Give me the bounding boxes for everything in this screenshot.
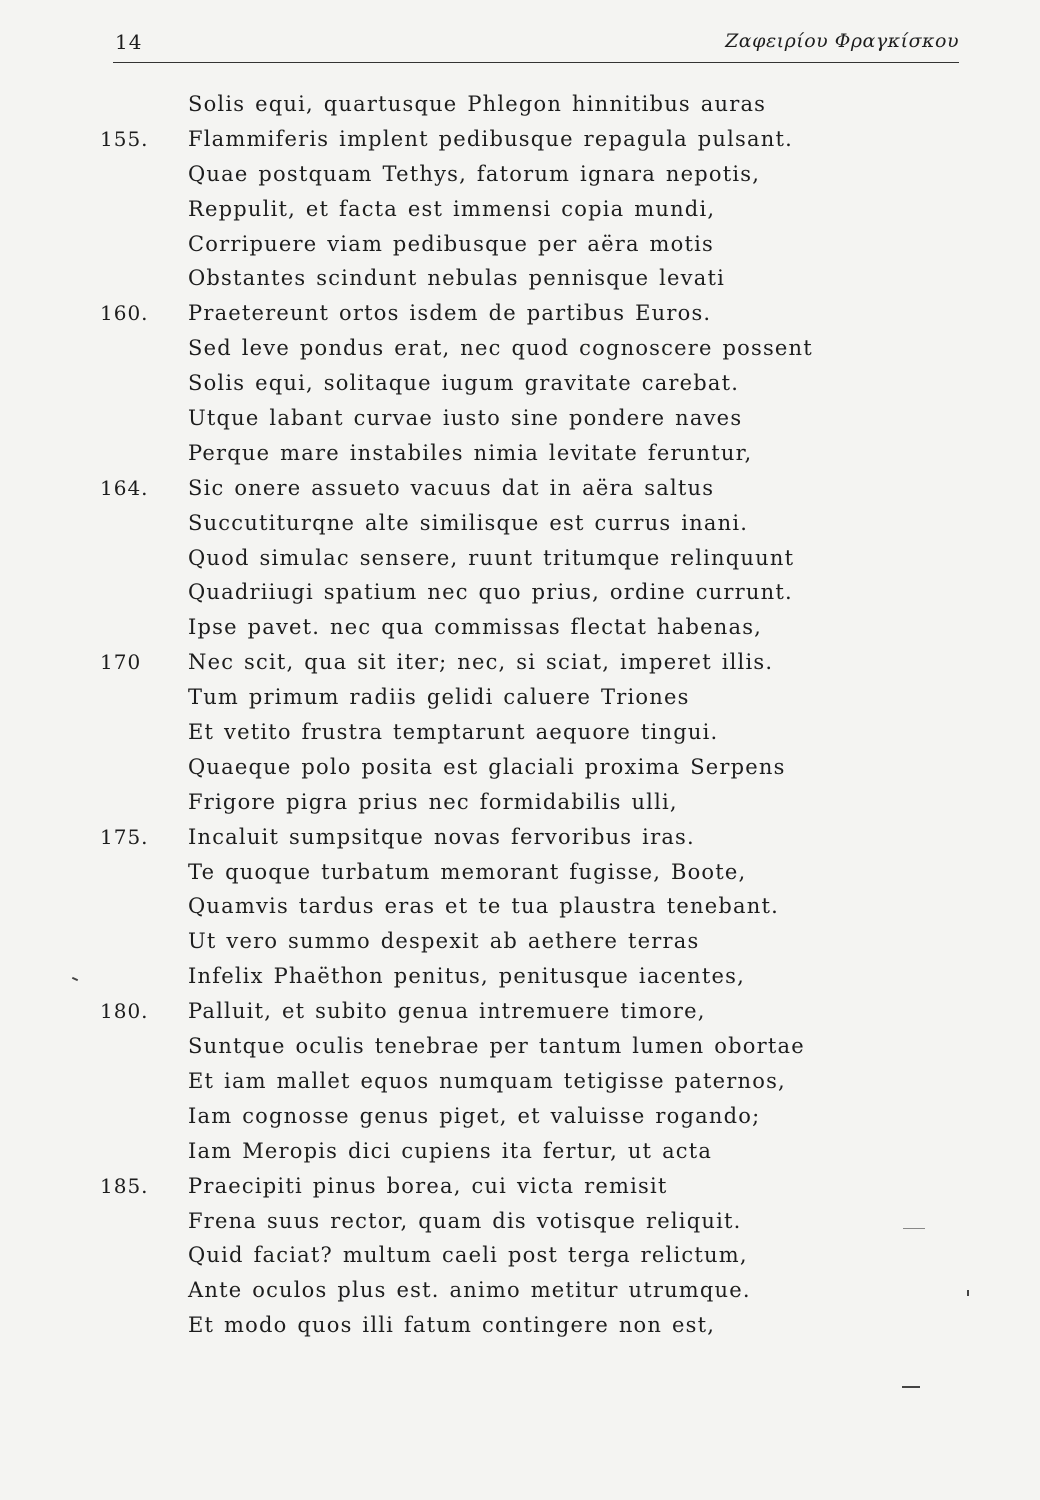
verse-text: Perque mare instabiles nimia levitate feruntur, bbox=[188, 440, 753, 465]
verse-text: Sed leve pondus erat, nec quod cognoscere possent bbox=[188, 336, 813, 361]
verse-line bbox=[100, 610, 900, 645]
verse-text: Praecipiti pinus borea, cui victa remisit bbox=[188, 1173, 668, 1198]
verse-text: Frigore pigra prius nec formidabilis ulli, bbox=[188, 789, 678, 814]
stray-mark bbox=[902, 1386, 920, 1388]
verse-text: Quamvis tardus eras et te tua plaustra tenebant. bbox=[188, 894, 779, 919]
verse-text: Reppulit, et facta est immensi copia mundi, bbox=[188, 196, 716, 221]
running-head: Ζαφειρίου Φραγκίσκου bbox=[725, 30, 959, 52]
verse-line bbox=[100, 680, 900, 715]
verse-line bbox=[100, 1273, 900, 1308]
verse-line bbox=[100, 959, 900, 994]
verse-line bbox=[100, 820, 900, 855]
verse-block bbox=[100, 87, 900, 1343]
verse-text: Succutiturqne alte similisque est currus inani. bbox=[188, 510, 749, 535]
verse-text: Iam Meropis dici cupiens ita fertur, ut acta bbox=[188, 1138, 713, 1163]
verse-number: 185. bbox=[100, 1173, 149, 1198]
verse-number: 155. bbox=[100, 126, 149, 151]
verse-line bbox=[100, 1238, 900, 1273]
verse-number: 170 bbox=[100, 650, 142, 675]
verse-text: Praetereunt ortos isdem de partibus Euros. bbox=[188, 301, 712, 326]
verse-line bbox=[100, 750, 900, 785]
verse-line bbox=[100, 331, 900, 366]
verse-text: Et modo quos illi fatum contingere non est, bbox=[188, 1313, 716, 1338]
verse-text: Incaluit sumpsitque novas fervoribus iras. bbox=[188, 824, 695, 849]
verse-text: Obstantes scindunt nebulas pennisque levati bbox=[188, 266, 726, 291]
verse-text: Flammiferis implent pedibusque repagula pulsant. bbox=[188, 126, 793, 151]
verse-line bbox=[100, 1169, 900, 1204]
verse-line bbox=[100, 1099, 900, 1134]
verse-line bbox=[100, 645, 900, 680]
verse-text: Infelix Phaëthon penitus, penitusque iacentes, bbox=[188, 964, 745, 989]
verse-line bbox=[100, 715, 900, 750]
verse-line bbox=[100, 296, 900, 331]
verse-line bbox=[100, 436, 900, 471]
verse-text: Utque labant curvae iusto sine pondere naves bbox=[188, 406, 743, 431]
verse-text: Solis equi, quartusque Phlegon hinnitibus auras bbox=[188, 92, 767, 116]
verse-text: Solis equi, solitaque iugum gravitate carebat. bbox=[188, 371, 740, 396]
verse-text: Palluit, et subito genua intremuere timore, bbox=[188, 999, 706, 1024]
verse-line bbox=[100, 506, 900, 541]
verse-line bbox=[100, 889, 900, 924]
page-header bbox=[113, 28, 959, 63]
verse-number: 175. bbox=[100, 824, 149, 849]
verse-line bbox=[100, 261, 900, 296]
verse-text: Corripuere viam pedibusque per aëra motis bbox=[188, 231, 715, 256]
verse-text: Et iam mallet equos numquam tetigisse paternos, bbox=[188, 1068, 786, 1093]
verse-number: 180. bbox=[100, 999, 149, 1024]
verse-text: Quid faciat? multum caeli post terga relictum, bbox=[188, 1243, 748, 1268]
stray-mark bbox=[903, 1228, 925, 1229]
verse-line bbox=[100, 575, 900, 610]
verse-line bbox=[100, 122, 900, 157]
verse-line bbox=[100, 785, 900, 820]
verse-line bbox=[100, 157, 900, 192]
verse-text: Iam cognosse genus piget, et valuisse rogando; bbox=[188, 1103, 761, 1128]
verse-text: Frena suus rector, quam dis votisque reliquit. bbox=[188, 1208, 742, 1233]
verse-line bbox=[100, 1134, 900, 1169]
verse-number: 160. bbox=[100, 301, 149, 326]
verse-text: Quod simulac sensere, ruunt tritumque relinquunt bbox=[188, 545, 795, 570]
verse-text: Ut vero summo despexit ab aethere terras bbox=[188, 929, 700, 954]
verse-line bbox=[100, 227, 900, 262]
verse-line bbox=[100, 924, 900, 959]
verse-line bbox=[100, 855, 900, 890]
verse-line bbox=[100, 1308, 900, 1343]
verse-line bbox=[100, 366, 900, 401]
verse-text: Quadriiugi spatium nec quo prius, ordine currunt. bbox=[188, 580, 793, 605]
verse-line bbox=[100, 541, 900, 576]
verse-line bbox=[100, 1204, 900, 1239]
verse-text: Quaeque polo posita est glaciali proxima Serpens bbox=[188, 754, 786, 779]
verse-text: Suntque oculis tenebrae per tantum lumen obortae bbox=[188, 1034, 805, 1059]
page-number: 14 bbox=[115, 30, 143, 54]
verse-text: Sic onere assueto vacuus dat in aëra saltus bbox=[188, 475, 715, 500]
stray-mark bbox=[72, 977, 78, 981]
verse-line bbox=[100, 994, 900, 1029]
verse-text: Et vetito frustra temptarunt aequore tingui. bbox=[188, 720, 719, 745]
verse-number: 164. bbox=[100, 475, 149, 500]
verse-line bbox=[100, 471, 900, 506]
stray-mark bbox=[967, 1290, 969, 1296]
verse-line bbox=[100, 1029, 900, 1064]
verse-line bbox=[100, 87, 900, 122]
verse-line bbox=[100, 401, 900, 436]
verse-text: Nec scit, qua sit iter; nec, si sciat, imperet illis. bbox=[188, 650, 774, 675]
verse-line bbox=[100, 1064, 900, 1099]
verse-text: Ante oculos plus est. animo metitur utrumque. bbox=[188, 1278, 751, 1303]
verse-text: Ipse pavet. nec qua commissas flectat habenas, bbox=[188, 615, 763, 640]
verse-text: Tum primum radiis gelidi caluere Triones bbox=[188, 685, 690, 710]
verse-text: Quae postquam Tethys, fatorum ignara nepotis, bbox=[188, 161, 761, 186]
verse-text: Te quoque turbatum memorant fugisse, Boote, bbox=[188, 859, 747, 884]
verse-line bbox=[100, 192, 900, 227]
